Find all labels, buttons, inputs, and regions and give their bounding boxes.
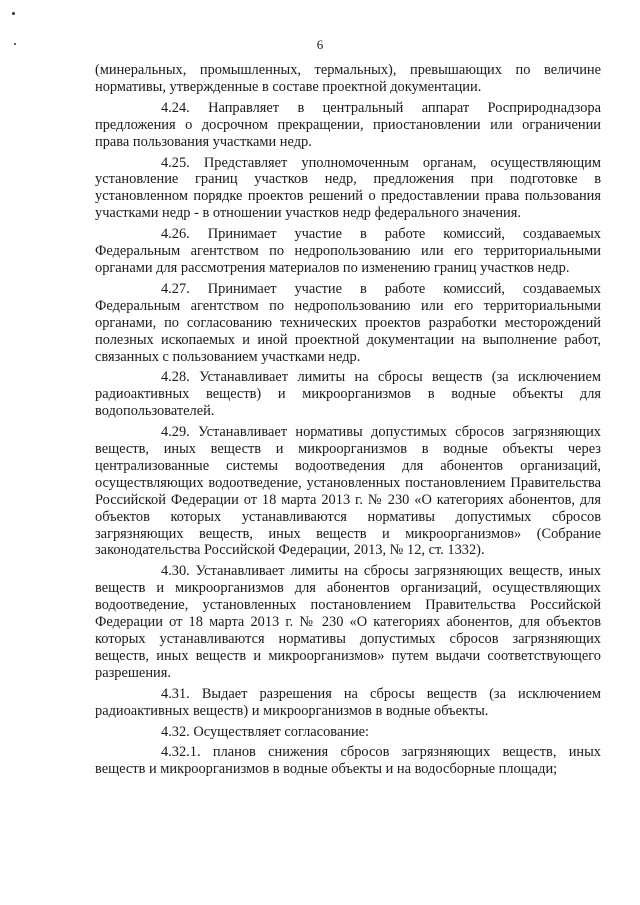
paragraph-text: Выдает разрешения на сбросы веществ (за исключением радиоактивных веществ) и микроорганизмов в водные объекты.	[95, 685, 601, 719]
item-number: 4.27.	[161, 280, 190, 297]
paragraph-text: Устанавливает лимиты на сбросы веществ (за исключением радиоактивных веществ) и микроорганизмов в водные объекты для водопользователей.	[95, 369, 601, 420]
document-body	[95, 62, 601, 782]
paragraph-text: (минеральных, промышленных, термальных), превышающих по величине нормативы, утвержденные в составе проектной документации.	[95, 62, 601, 95]
paragraph	[95, 281, 601, 366]
scan-speck	[12, 12, 15, 15]
paragraph-text: планов снижения сбросов загрязняющих веществ, иных веществ и микроорганизмов в водные объекты и на водосборные площади;	[95, 744, 601, 778]
item-number: 4.25.	[161, 154, 190, 171]
paragraph	[95, 724, 601, 741]
paragraph-text: Представляет уполномоченным органам, осуществляющим установление границ участков недр, предложения при подготовке в установленном порядке проектов решений о предоставлении права пользования участками недр - в отношении участков недр федерального значения.	[95, 154, 601, 222]
paragraph	[95, 369, 601, 420]
item-number: 4.30.	[161, 563, 190, 580]
page-number: 6	[316, 37, 324, 52]
paragraph	[95, 62, 601, 96]
paragraph	[95, 155, 601, 223]
paragraph	[95, 226, 601, 277]
item-number: 4.32.	[161, 723, 190, 740]
paragraph	[95, 100, 601, 151]
paragraph	[95, 744, 601, 778]
paragraph-text: Устанавливает нормативы допустимых сбросов загрязняющих веществ, иных веществ и микроорганизмов в водные объекты через централизованные системы водоотведения для абонентов организаций, осуществляющих водоотведение, установленных постановлением Правительства Российской Федерации от 18 марта 2013 г. № 230 «О категориях абонентов, для объектов которых устанавливаются нормативы допустимых сбросов загрязняющих веществ, иных веществ и микроорганизмов» (Собрание законодательства Российской Федерации, 2013, № 12, ст. 1332).	[95, 424, 601, 559]
paragraph-text: Принимает участие в работе комиссий, создаваемых Федеральным агентством по недропользованию или его территориальными органами для рассмотрения материалов по изменению границ участков недр.	[95, 226, 601, 276]
paragraph	[95, 424, 601, 559]
item-number: 4.32.1.	[161, 744, 201, 761]
item-number: 4.28.	[161, 369, 190, 386]
paragraph-text: Устанавливает лимиты на сбросы загрязняющих веществ, иных веществ и микроорганизмов для абонентов организаций, осуществляющих водоотведение, установленных постановлением Правительства Российской Федерации от 18 марта 2013 г. № 230 «О категориях абонентов, для объектов которых устанавливаются нормативы допустимых сбросов загрязняющих веществ, иных веществ и микроорганизмов» путем выдачи соответствующего разрешения.	[95, 563, 601, 681]
paragraph-text: Принимает участие в работе комиссий, создаваемых Федеральным агентством по недропользованию или его территориальными органами, по согласованию технических проектов разработки месторождений полезных ископаемых и иной проектной документации на выполнение работ, связанных с пользованием участками недр.	[95, 280, 601, 365]
paragraph	[95, 563, 601, 681]
paragraph	[95, 686, 601, 720]
item-number: 4.24.	[161, 99, 190, 116]
item-number: 4.29.	[161, 424, 190, 441]
item-number: 4.31.	[161, 685, 190, 702]
paragraph-text: Осуществляет согласование:	[193, 723, 370, 740]
paragraph-text: Направляет в центральный аппарат Росприроднадзора предложения о досрочном прекращении, приостановлении или ограничении права пользования участками недр.	[95, 99, 601, 150]
item-number: 4.26.	[161, 226, 190, 243]
